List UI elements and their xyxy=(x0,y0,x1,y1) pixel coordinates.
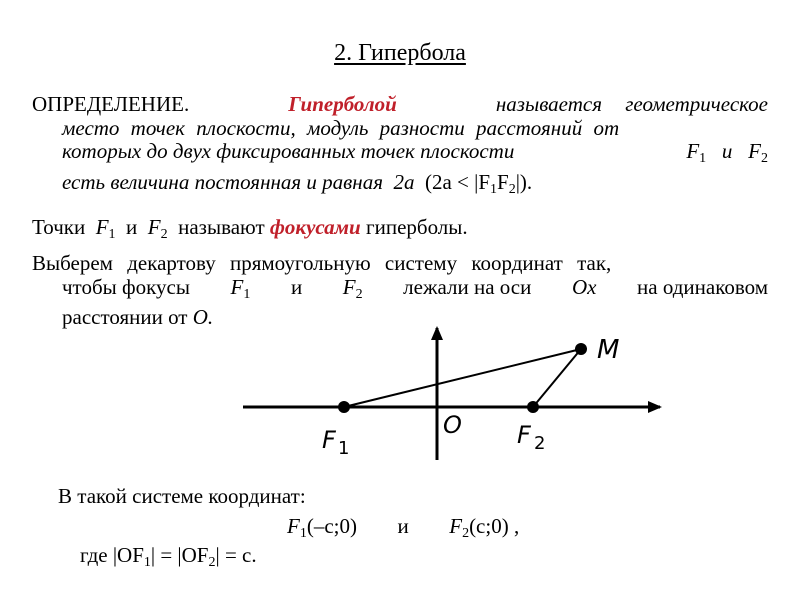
coord-line2e: на одинаковом xyxy=(637,274,768,299)
cond-sub2: 2 xyxy=(508,181,516,197)
coord-f2-sub: 2 xyxy=(355,286,363,302)
definition-line1: называется геометрическое xyxy=(495,92,768,116)
focus-point-f2 xyxy=(527,401,539,413)
foci-f2: F xyxy=(147,215,161,239)
where-end: | = c. xyxy=(215,543,257,567)
where-sub1: 1 xyxy=(143,555,151,570)
coord-ox: Ox xyxy=(571,274,597,299)
definition-condition: (2a < |F xyxy=(424,169,491,194)
bottom-f2: F xyxy=(449,514,463,538)
foci-text-d: гиперболы. xyxy=(365,215,468,239)
bottom-f2-sub: 2 xyxy=(462,526,470,541)
focus-coordinates xyxy=(287,514,519,542)
label-m: M xyxy=(597,335,620,365)
segment-f1-m xyxy=(344,349,581,407)
foci-text-a: Точки xyxy=(32,215,86,239)
cond-f2: F xyxy=(497,169,509,194)
f2-symbol: F xyxy=(748,139,761,163)
bottom-f1: F xyxy=(287,514,300,538)
cond-sub1: 1 xyxy=(490,181,498,197)
point-m xyxy=(575,343,587,355)
coord-f2: F xyxy=(342,274,356,299)
definition-line2: место точек плоскости, модуль разности расстояний от xyxy=(62,115,620,140)
coord-line3a: расстоянии от xyxy=(62,305,188,329)
coord-line2a: чтобы фокусы xyxy=(62,274,190,299)
bottom-intro: В такой системе координат: xyxy=(58,484,306,508)
bottom-f1-coords: (–c;0) xyxy=(306,514,357,538)
distance-equality xyxy=(80,543,257,571)
foci-f1: F xyxy=(95,215,109,239)
f1-subscript: 1 xyxy=(699,151,707,166)
foci-f2-sub: 2 xyxy=(160,227,168,242)
foci-text-c: называют xyxy=(178,215,265,239)
where-sub2: 2 xyxy=(208,555,216,570)
foci-f1-sub: 1 xyxy=(108,227,116,242)
coord-line2c: лежали на оси xyxy=(403,274,532,299)
coord-f1-sub: 1 xyxy=(243,286,251,302)
coord-and: и xyxy=(290,274,303,299)
focus-point-f1 xyxy=(338,401,350,413)
f1-symbol: F xyxy=(686,139,700,163)
coord-line1: Выберем декартову прямоугольную систему координат так, xyxy=(32,251,612,275)
and-word: и xyxy=(721,139,733,163)
coord-origin: O. xyxy=(192,305,214,329)
where-a: где |OF xyxy=(80,543,144,567)
label-f1-sub: 1 xyxy=(338,438,350,459)
definition-line4a: есть величина постоянная и равная xyxy=(62,169,383,194)
label-f1: F xyxy=(322,426,336,454)
f2-subscript: 2 xyxy=(761,151,768,166)
where-mid: | = |OF xyxy=(150,543,209,567)
segment-f2-m xyxy=(533,349,581,407)
bottom-f1-sub: 1 xyxy=(299,526,307,541)
foci-term: фокусами xyxy=(269,215,361,239)
definition-2a: 2a xyxy=(393,169,415,194)
bottom-and: и xyxy=(397,514,409,538)
label-f2: F xyxy=(517,421,531,449)
definition-term: Гиперболой xyxy=(288,92,397,116)
bottom-f2-coords: (c;0) , xyxy=(469,514,520,538)
cond-end: |). xyxy=(515,169,533,194)
foci-and: и xyxy=(126,215,138,239)
page-title: 2. Гипербола xyxy=(334,40,466,66)
definition-line3: которых до двух фиксированных точек плоскости xyxy=(62,139,515,163)
definition-label: ОПРЕДЕЛЕНИЕ. xyxy=(32,92,190,116)
coord-f1: F xyxy=(230,274,244,299)
label-f2-sub: 2 xyxy=(534,433,546,454)
label-origin: O xyxy=(443,411,462,439)
